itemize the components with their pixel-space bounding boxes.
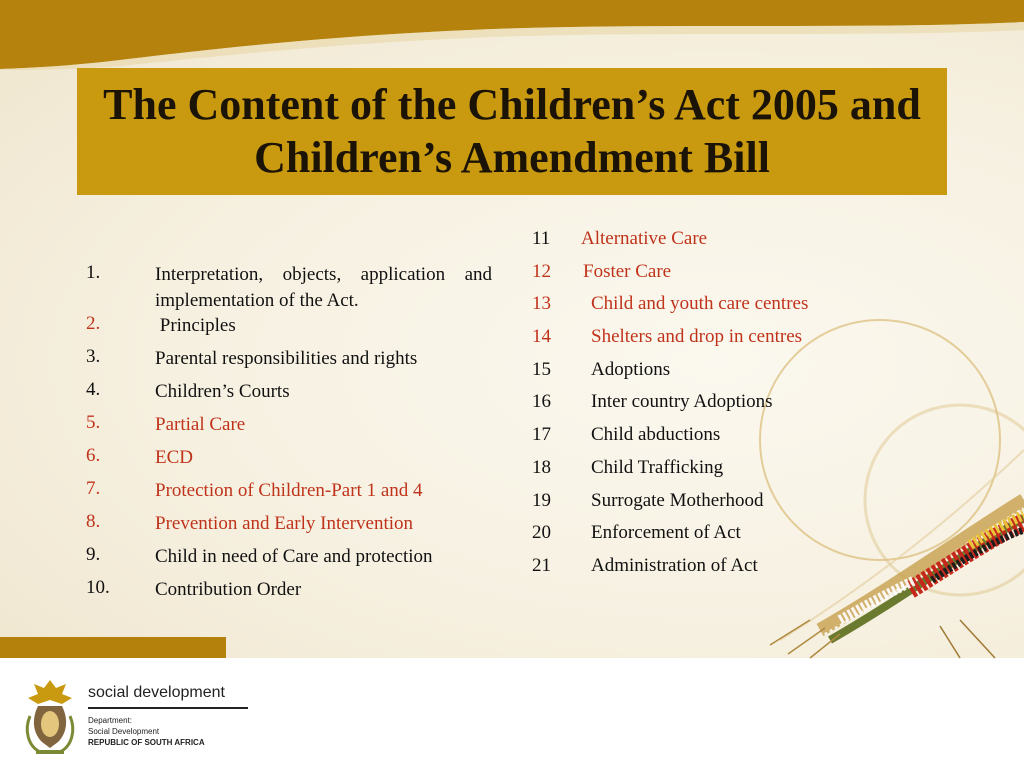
list-item [86,577,492,610]
list-item [86,544,492,577]
item-text: Adoptions [591,358,671,380]
item-number: 7. [86,478,101,500]
list-item [532,457,872,490]
list-item [532,326,872,359]
list-item [532,424,872,457]
item-number: 6. [86,445,101,467]
item-number: 16 [532,391,551,413]
list-item [86,313,492,346]
item-number: 12 [532,260,551,282]
item-number: 14 [532,326,551,348]
item-text: Administration of Act [591,554,758,576]
department-label: Department: [88,716,133,725]
department-name: Social Development [88,727,160,736]
list-item [532,391,872,424]
item-text: Surrogate Motherhood [591,489,764,511]
brand-name: social development [88,684,225,701]
brand-divider [88,707,248,709]
slide-title: The Content of the Children’s Act 2005 and Children’s Amendment Bill [103,79,921,182]
top-wave-decoration [0,0,1024,70]
list-item [532,228,872,261]
item-number: 9. [86,544,101,566]
item-number: 1. [86,262,101,283]
item-number: 3. [86,346,101,368]
item-number: 19 [532,489,551,511]
list-item [532,490,872,523]
item-text: ECD [155,447,193,469]
item-text: Protection of Children-Part 1 and 4 [155,480,423,502]
item-text: Enforcement of Act [591,522,741,544]
list-item [532,293,872,326]
country-name: REPUBLIC OF SOUTH AFRICA [88,738,205,747]
list-item [532,555,872,588]
item-text: Contribution Order [155,579,302,601]
item-text: Shelters and drop in centres [591,326,803,348]
item-number: 4. [86,379,101,401]
department-logo [22,676,282,762]
list-item [532,522,872,555]
list-item [86,262,492,313]
item-number: 10. [86,577,110,599]
list-item [86,379,492,412]
item-number: 20 [532,522,551,544]
item-text: Interpretation, objects, application and implementation of the Act. [155,264,492,311]
item-number: 18 [532,456,551,478]
right-topic-list [532,228,872,588]
item-number: 2. [86,313,101,335]
item-text: Partial Care [155,414,246,436]
left-topic-list [86,262,492,610]
item-text: Principles [155,315,236,337]
list-item [86,346,492,379]
item-text: Foster Care [583,260,672,282]
item-number: 11 [532,228,551,249]
list-item [532,261,872,294]
item-number: 13 [532,293,551,315]
item-text: Parental responsibilities and rights [155,348,418,370]
item-number: 17 [532,424,551,446]
item-text: Alternative Care [581,228,708,249]
title-banner [77,68,947,195]
item-text: Inter country Adoptions [591,391,773,413]
item-text: Child Trafficking [591,456,724,478]
item-text: Child in need of Care and protection [155,546,433,568]
coat-of-arms-icon [22,676,78,756]
list-item [86,445,492,478]
list-item [532,359,872,392]
item-number: 21 [532,554,551,576]
list-item [86,478,492,511]
footer-gold-bar [0,637,226,658]
item-number: 5. [86,412,101,434]
item-text: Child abductions [591,424,721,446]
list-item [86,511,492,544]
item-text: Child and youth care centres [591,293,809,315]
list-item [86,412,492,445]
item-text: Children’s Courts [155,381,290,403]
item-text: Prevention and Early Intervention [155,513,414,535]
item-number: 15 [532,358,551,380]
item-number: 8. [86,511,101,533]
